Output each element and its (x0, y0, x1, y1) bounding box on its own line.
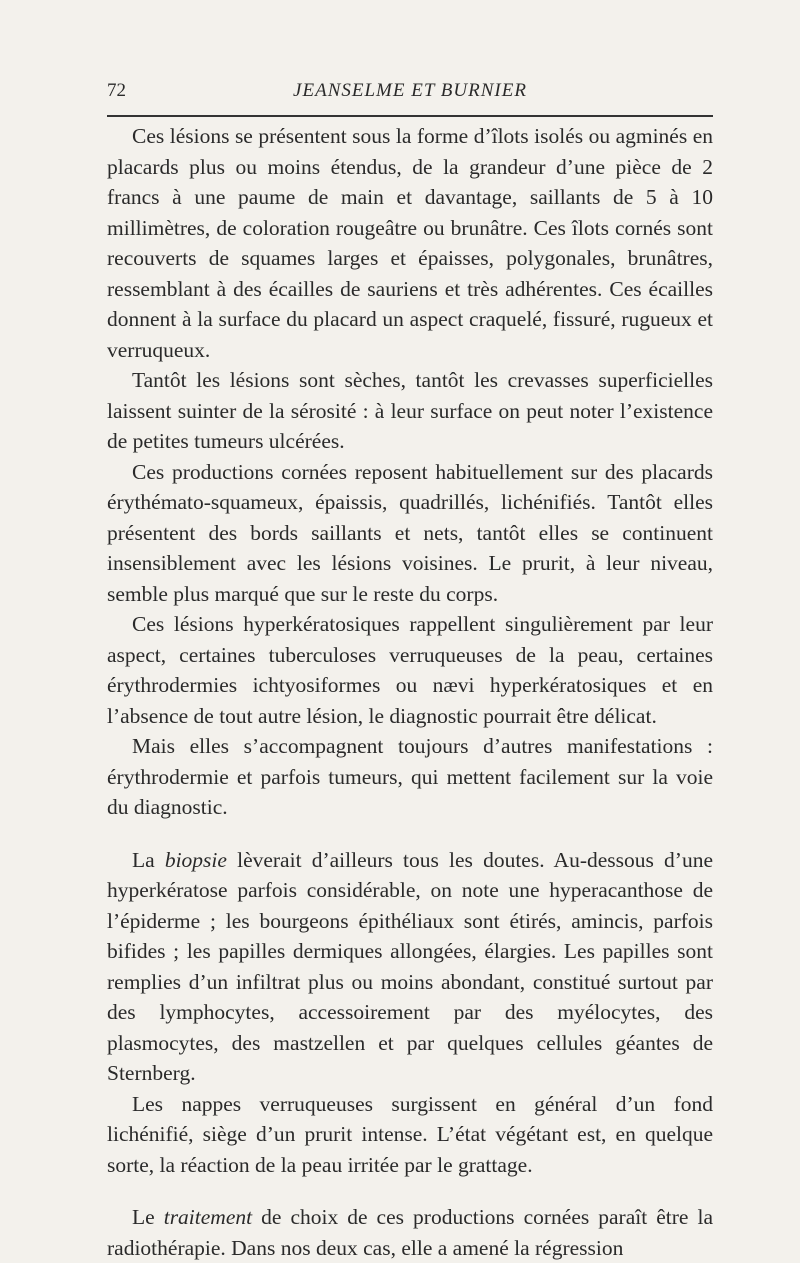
page-number: 72 (107, 80, 126, 101)
paragraph: Ces productions cornées reposent habituellement sur des placards érythémato-squameux, épaissis, quadrillés, lichénifiés. Tantôt elles présentent des bords saillants et nets, tantôt elles se continuent insensiblement avec les lésions voisines. Le prurit, à leur niveau, semble plus marqué que sur le reste du corps. (107, 459, 713, 606)
paragraph-rest: lèverait d’ailleurs tous les doutes. Au-dessous d’une hyperkératose parfois considérable, on note une hyperacanthose de l’épiderme ; les bourgeons épithéliaux sont étirés, amincis, parfois bifides ; les papilles dermiques allongées, élargies. Les papilles sont remplies d’un infiltrat plus ou moins abondant, constitué surtout par des lymphocytes, accessoirement par des myélocytes, des plasmocytes, des mastzellen et par quelques cellules géantes de Sternberg. (107, 847, 713, 1085)
running-head: JEANSELME ET BURNIER (293, 80, 527, 101)
header-rule (107, 115, 713, 117)
paragraph: Les nappes verruqueuses surgissent en général d’un fond lichénifié, siège d’un prurit intense. L’état végétant est, en quelque sorte, la réaction de la peau irritée par le grattage. (107, 1091, 713, 1177)
emphasis-biopsie: biopsie (164, 847, 227, 872)
paragraph (107, 1202, 713, 1263)
paragraph: Mais elles s’accompagnent toujours d’autres manifestations : érythrodermie et parfois tumeurs, qui mettent facilement sur la voie du diagnostic. (107, 734, 713, 819)
paragraph-rest: de choix de ces productions cornées paraît être la radiothérapie. Dans nos deux cas, elle a amené la régression (107, 1205, 713, 1260)
paragraph-lead: Le (132, 1205, 164, 1229)
paragraph: Ces lésions se présentent sous la forme d’îlots isolés ou agminés en placards plus ou moins étendus, de la grandeur d’une pièce de 2 francs à une paume de main et davantage, saillants de 5 à 10 millimètres, de coloration rougeâtre ou brunâtre. Ces îlots cornés sont recouverts de squames larges et épaisses, polygonales, brunâtres, ressemblant à des écailles de sauriens et très adhérentes. Ces écailles donnent à la surface du placard un aspect craquelé, fissuré, rugueux et verruqueux. (107, 124, 713, 362)
paragraph-lead: La (132, 847, 165, 872)
paragraph (107, 845, 713, 1089)
page-header (107, 80, 713, 106)
paragraph: Ces lésions hyperkératosiques rappellent singulièrement par leur aspect, certaines tuberculoses verruqueuses de la peau, certaines érythrodermies ichtyosiformes ou nævi hyperkératosiques et en l’absence de tout autre lésion, le diagnostic pourrait être délicat. (107, 612, 713, 728)
body-text (107, 121, 713, 1263)
paragraph: Tantôt les lésions sont sèches, tantôt les crevasses superficielles laissent suinter de la sérosité : à leur surface on peut noter l’existence de petites tumeurs ulcérées. (107, 368, 713, 453)
emphasis-traitement: traitement (163, 1205, 253, 1229)
